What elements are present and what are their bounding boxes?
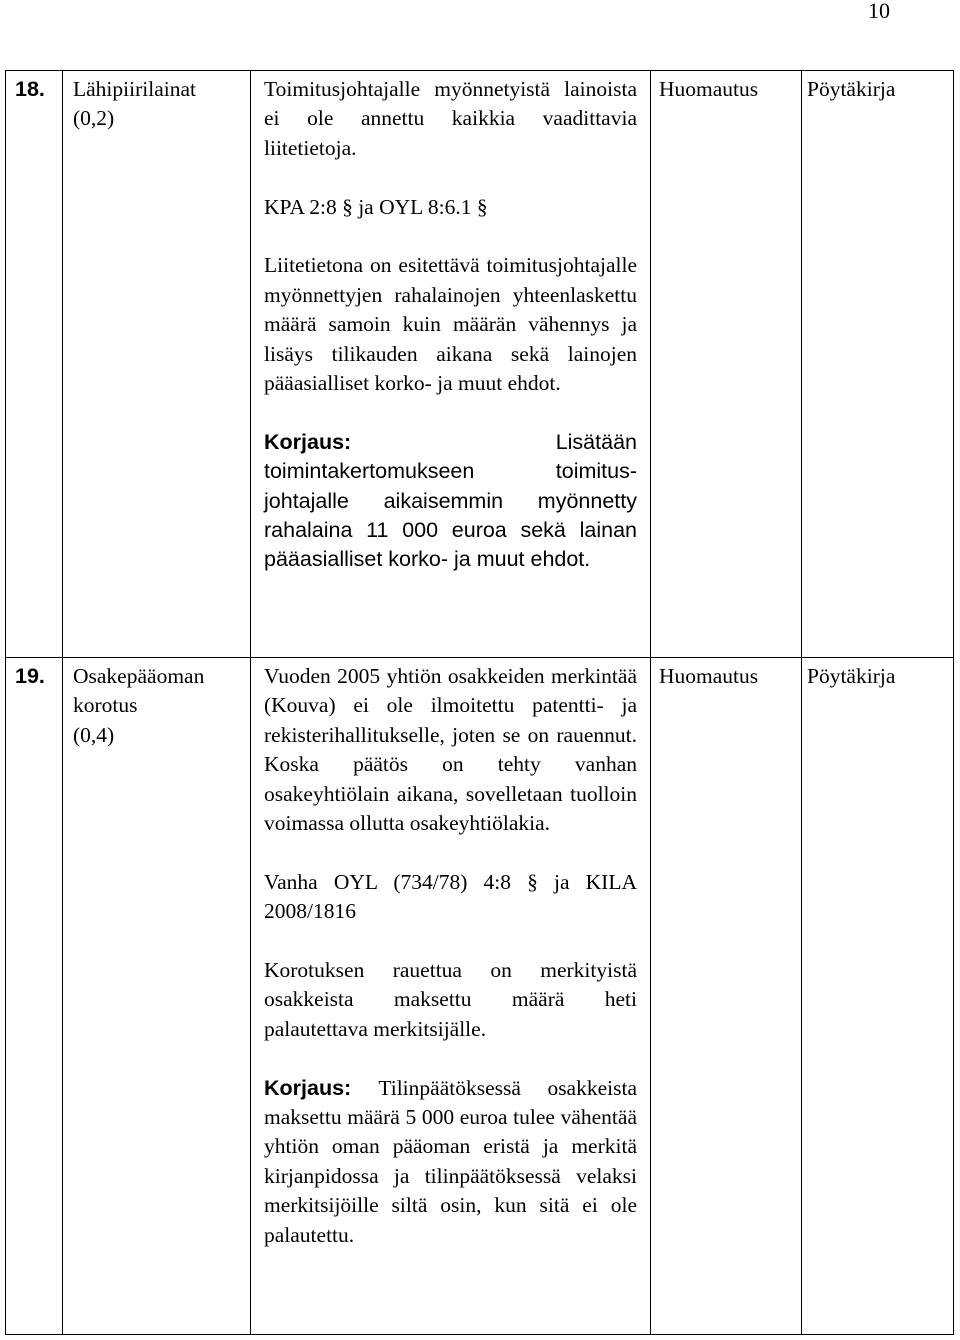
finding-subject xyxy=(63,71,251,658)
correction-label: Korjaus: xyxy=(264,429,556,454)
finding-type: Huomautus xyxy=(651,658,802,1335)
finding-type: Huomautus xyxy=(651,71,802,658)
subject-line: Lähipiirilainat xyxy=(73,77,196,101)
finding-subject xyxy=(63,658,251,1335)
table-row xyxy=(6,658,954,1335)
subject-line: (0,2) xyxy=(73,106,115,131)
correction-paragraph xyxy=(264,428,637,575)
finding-description xyxy=(251,71,651,658)
subject-line: korotus xyxy=(73,693,138,718)
finding-text: Vuoden 2005 yhtiön osakkeiden merkintää (Kouva) ei ole ilmoitettu patentti- ja rekisterihallitukselle, joten se on rauennut. Koska päätös on tehty vanhan osakeyhtiölain aikana, sovelletaan tuolloin voimassa ollutta osakeyhtiölakia. xyxy=(264,664,637,836)
subject-line: Osakepääoman xyxy=(73,664,205,688)
finding-text: Toimitusjohtajalle myönnetyistä lainoista ei ole annettu kaikkia vaadittavia liitetietoja. xyxy=(264,77,637,160)
table-row xyxy=(6,71,954,658)
audit-findings-table xyxy=(5,70,954,1335)
finding-destination: Pöytäkirja xyxy=(802,71,954,658)
correction-label: Korjaus: xyxy=(264,1075,379,1100)
finding-destination: Pöytäkirja xyxy=(802,658,954,1335)
subject-line: (0,4) xyxy=(73,722,115,747)
finding-number: 18. xyxy=(6,71,63,658)
correction-text: Tilinpäätöksessä osakkeista maksettu määrä 5 000 euroa tulee vähentää yhtiön oman pääoman eristä ja merkitä kirjanpidossa ja tilinpäätöksessä velaksi merkitsijöille siltä osin, kun sitä ei ole palautettu. xyxy=(264,1075,637,1247)
page-number: 10 xyxy=(868,0,890,23)
finding-number: 19. xyxy=(6,658,63,1335)
legal-reference: KPA 2:8 § ja OYL 8:6.1 § xyxy=(264,194,488,219)
finding-description xyxy=(251,658,651,1335)
legal-reference: Vanha OYL (734/78) 4:8 § ja KILA 2008/1816 xyxy=(264,869,637,924)
correction-text: Lisätään toimintakertomukseen toimitus-johtajalle aikaisemmin myönnetty rahalaina 11 000 euroa sekä lainan pääasialliset korko- ja muut ehdot. xyxy=(264,429,637,572)
finding-text: Korotuksen rauettua on merkityistä osakkeista maksettu määrä heti palautettava merkitsijälle. xyxy=(264,958,637,1041)
finding-text: Liitetietona on esitettävä toimitusjohtajalle myönnettyjen rahalainojen yhteenlaskettu määrä samoin kuin määrän vähennys ja lisäys tilikauden aikana sekä lainojen pääasialliset korko- ja muut ehdot. xyxy=(264,253,637,396)
correction-paragraph xyxy=(264,1074,637,1250)
